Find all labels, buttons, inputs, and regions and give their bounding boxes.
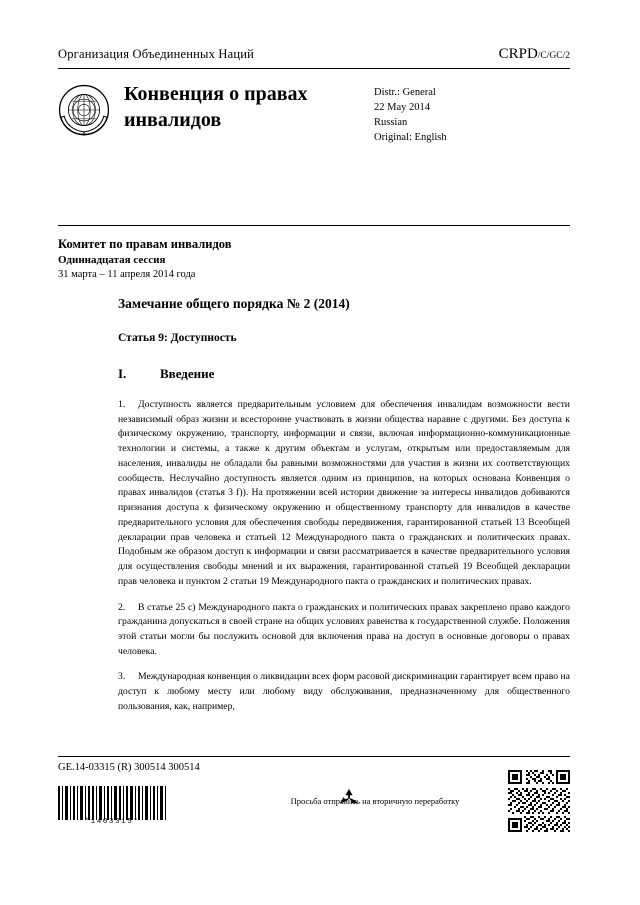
paragraph: [118, 601, 570, 660]
barcode-icon: [58, 786, 166, 820]
document-symbol: [499, 46, 570, 63]
paragraph-text: В статье 25 с) Международного пакта о гражданских и политических правах закреплено право каждого гражданина допускаться в своей стране на общих условиях равенства к государственной службе. Положения этой статьи могли бы послужить основой для включения права на доступ в основные договоры о правах человека.: [118, 601, 570, 657]
section-heading: [118, 366, 570, 382]
title-block: [58, 78, 570, 146]
committee-name: Комитет по правам инвалидов: [58, 237, 232, 251]
document-body: [118, 296, 570, 726]
page-title: Конвенция о правах инвалидов: [124, 83, 308, 131]
un-emblem-icon: [58, 84, 110, 136]
distr-line-3: Russian: [374, 116, 408, 128]
distribution-info: [374, 78, 524, 146]
document-symbol-suffix: /C/GC/2: [537, 51, 570, 61]
paragraph-number: 3.: [118, 671, 126, 683]
paragraph: [118, 670, 570, 714]
paragraph-number: 1.: [118, 399, 126, 410]
qr-code-icon: [508, 770, 570, 832]
committee-session: Одиннадцатая сессия: [58, 254, 166, 267]
distr-line-4: Original: English: [374, 131, 447, 143]
footer-divider: [58, 756, 570, 757]
distr-line-1: Distr.: General: [374, 87, 436, 98]
document-header: [58, 46, 570, 69]
section-title: Введение: [160, 366, 215, 381]
paragraph-number: 2.: [118, 601, 126, 613]
general-comment-title: Замечание общего порядка № 2 (2014): [118, 296, 350, 311]
paragraph-text: Доступность является предварительным условием для обеспечения инвалидам возможности вести независимый образ жизни и всесторонне участвовать в жизни общества наравне с другими. Без доступа к физическому окружению, транспорту, информации и связи, включая информационно-коммуникационные технологии и системы, а также к другим объектам и услугам, открытым или предоставляемым для населения, инвалиды не обладали бы равными возможностями для участия в жизни их соответствующих сообществ. Неслучайно доступность является одним из принципов, на которых основана Конвенция о правах инвалидов (статья 3 f)). На протяжении всей истории движение за интересы инвалидов добиваются признания доступа к физическому окружению и общественному транспорту для инвалидов в качестве предварительного условия для обеспечения свободы передвижения, гарантированной статьей 13 Всеобщей декларации прав человека и статьей 12 Международного пакта о гражданских и политических правах. Подобным же образом доступ к информации и связи рассматривается в качестве предварительного условия для осуществления свободы мнений и их выражения, гарантированной статьей 19 Всеобщей декларации прав человека и пунктом 2 статьи 19 Международного пакта о гражданских и политических правах.: [118, 399, 570, 587]
section-number: I.: [118, 366, 127, 381]
distr-line-2: 22 May 2014: [374, 101, 430, 113]
recycle-note: Просьба отправить на вторичную переработку: [290, 796, 460, 806]
barcode-digits: *1403315*: [84, 818, 140, 826]
paragraph-text: Международная конвенция о ликвидации всех форм расовой дискриминации гарантирует всем право на доступ к любому месту или любому виду обслуживания, предназначенному для общественного пользования, как, например,: [118, 671, 570, 712]
document-symbol-main: CRPD: [498, 46, 538, 62]
committee-block: [58, 236, 570, 283]
paragraph: [118, 398, 570, 590]
header-divider: [58, 68, 570, 69]
article-title: Статья 9: Доступность: [118, 332, 237, 344]
title-divider: [58, 225, 570, 226]
committee-dates: 31 марта – 11 апреля 2014 года: [58, 269, 196, 281]
organization-name: Организация Объединенных Наций: [58, 47, 255, 61]
document-code: GE.14-03315 (R) 300514 300514: [58, 762, 200, 773]
